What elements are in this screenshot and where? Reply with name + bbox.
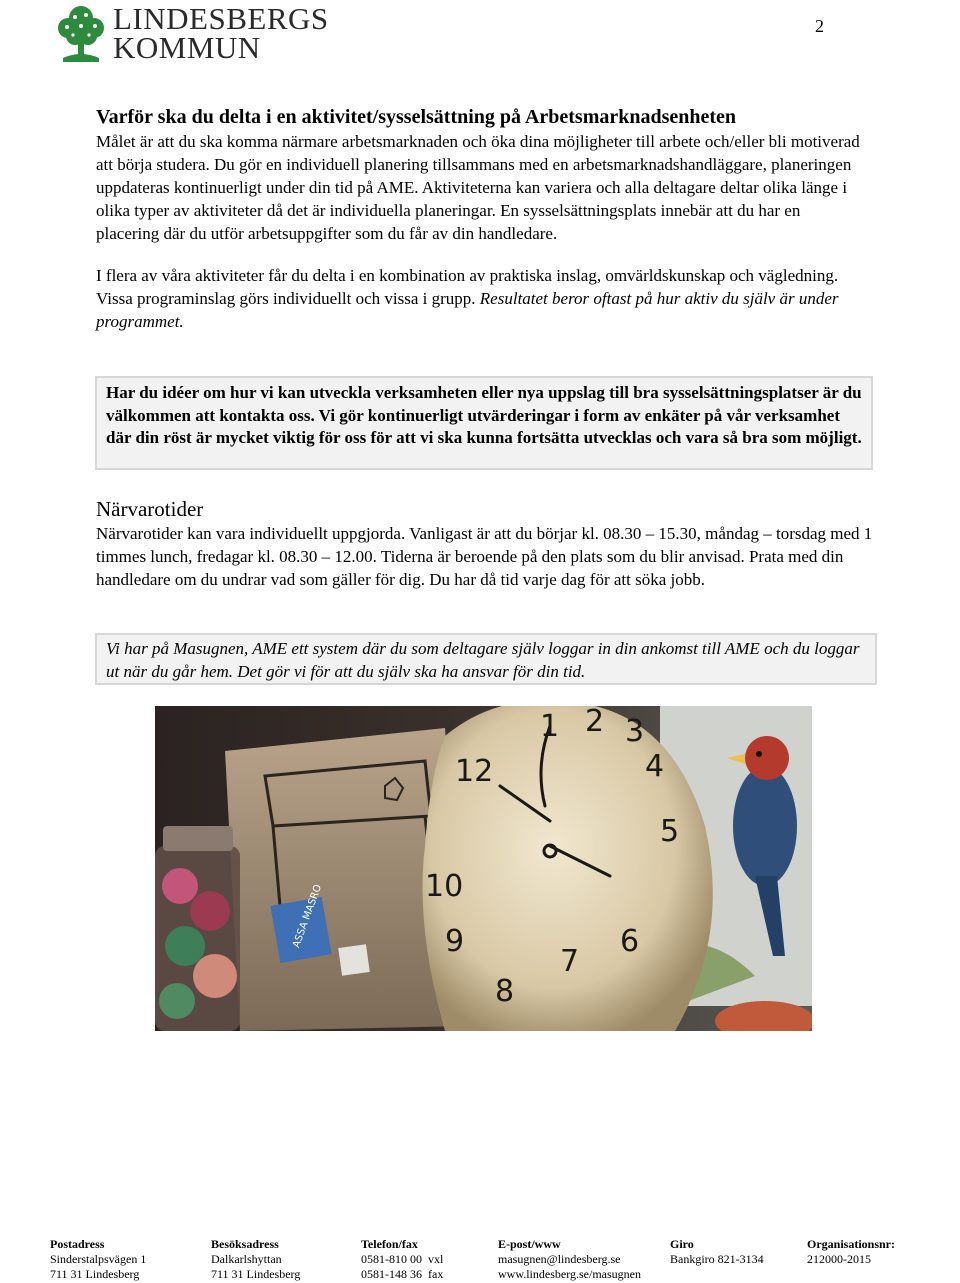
tree-logo-icon xyxy=(55,4,107,64)
logo-line-1: LINDESBERGS xyxy=(113,1,329,36)
svg-text:10: 10 xyxy=(425,869,464,904)
attendance-paragraph: Närvarotider kan vara individuellt uppgjorda. Vanligast är att du börjar kl. 08.30 – 15.30, måndag – torsdag med 1 timmes lunch, fredagar kl. 08.30 – 12.00. Tiderna är beroende på den plats som du blir anvisad. Prata med din handledare om du undrar vad som gäller för dig. Du har då tid varje dag för att söka jobb. xyxy=(96,524,873,589)
activities-emphasis: Resultatet beror oftast på hur aktiv du själv är under programmet. xyxy=(96,289,839,331)
attendance-heading: Närvarotider xyxy=(96,497,204,521)
svg-text:1: 1 xyxy=(540,709,560,744)
page-number: 2 xyxy=(815,16,824,36)
footer-giro: Giro Bankgiro 821-3134 xyxy=(670,1237,764,1266)
section-why-participate xyxy=(96,104,866,333)
section-heading: Varför ska du delta i en aktivitet/sysselsättning på Arbetsmarknadsenheten xyxy=(96,106,737,128)
intro-paragraph: Målet är att du ska komma närmare arbetsmarknaden och öka dina möjligheter till arbete och/eller bli motiverad att börja studera. Du gör en individuell planering tillsammans med en arbetsmarknadshandläggare, planeringen uppdateras kontinuerligt under din tid på AME. Aktiviteterna kan variera och alla deltagare deltar olika länge i olika typer av aktiviteter då det är individuella planeringar. En sysselsättningsplats innebär att du har en placering där du utför arbetsuppgifter som du får av din handledare. xyxy=(96,132,860,243)
footer-visiting-address: Besöksadress Dalkarlshyttan 711 31 Lindesberg xyxy=(211,1237,301,1281)
svg-text:8: 8 xyxy=(495,974,515,1009)
clock-pillow xyxy=(423,706,713,1031)
footer-postal-address: Postadress Sinderstalpsvägen 1 711 31 Lindesberg xyxy=(50,1237,147,1281)
clock-pillow-photo xyxy=(155,706,812,1031)
svg-text:9: 9 xyxy=(445,924,465,959)
footer-web-link[interactable]: www.lindesberg.se/masugnen xyxy=(498,1267,641,1281)
ideas-callout-box: Har du idéer om hur vi kan utveckla verksamheten eller nya uppslag till bra sysselsättningsplatser är du välkommen att kontakta oss. Vi gör kontinuerligt utvärderingar i form av enkäter på vår verksamhet där din röst är mycket viktig för oss för att vi ska kunna fortsätta utvecklas och vara så bra som möjligt. xyxy=(95,376,873,470)
footer-email-web: E-post/www masugnen@lindesberg.se www.lindesberg.se/masugnen xyxy=(498,1237,641,1281)
svg-text:5: 5 xyxy=(660,814,680,849)
login-system-callout-box: Vi har på Masugnen, AME ett system där du som deltagare själv loggar in din ankomst till AME och du loggar ut när du går hem. Det gör vi för att du själv ska ha ansvar för din tid. xyxy=(95,633,877,685)
svg-text:2: 2 xyxy=(585,706,605,739)
svg-text:12: 12 xyxy=(455,754,494,789)
svg-text:6: 6 xyxy=(620,924,640,959)
footer-org-number: Organisationsnr: 212000-2015 xyxy=(807,1237,896,1266)
municipality-logo xyxy=(55,1,355,66)
activities-paragraph xyxy=(96,264,866,333)
photo-illustration xyxy=(155,706,812,1031)
footer-email-link[interactable]: masugnen@lindesberg.se xyxy=(498,1252,621,1266)
svg-text:4: 4 xyxy=(645,749,665,784)
activities-text: I flera av våra aktiviteter får du delta i en kombination av praktiska inslag, omvärldskunskap och vägledning. Vissa programinslag görs individuellt och vissa i grupp. xyxy=(96,266,839,308)
logo-line-2: KOMMUN xyxy=(113,30,261,65)
svg-text:7: 7 xyxy=(560,944,580,979)
svg-text:3: 3 xyxy=(625,714,645,749)
logo-wordmark xyxy=(113,1,329,65)
box-sticker-text: ASSA MASRO xyxy=(291,883,325,950)
yarn-jar xyxy=(155,826,240,1031)
footer-phone-fax: Telefon/fax 0581-810 00 vxl 0581-148 36 fax xyxy=(361,1237,444,1281)
